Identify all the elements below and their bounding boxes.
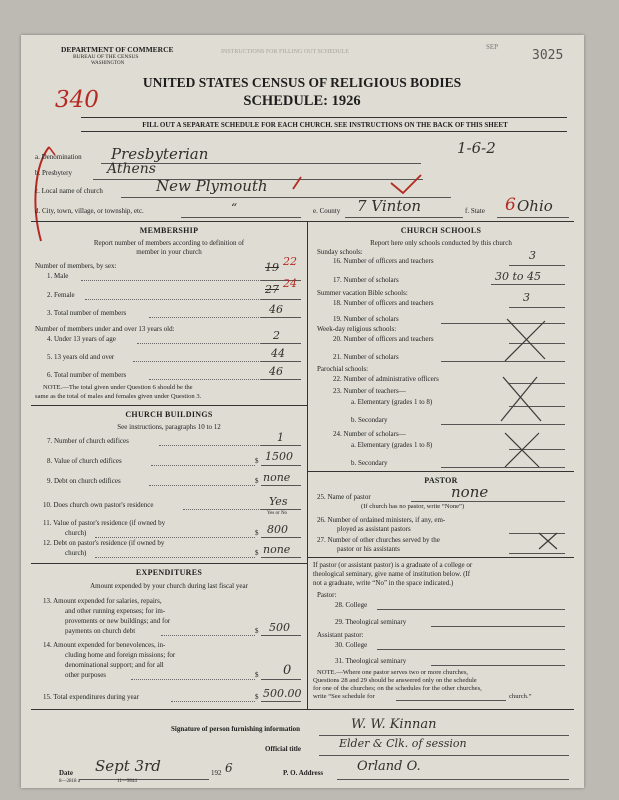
year-value: 6	[225, 761, 233, 775]
q10-value: Yes	[269, 495, 288, 508]
under-over-label: Number of members under and over 13 years old:	[35, 325, 175, 333]
q13-dots	[161, 635, 255, 636]
city-town-line	[181, 217, 301, 218]
city-town-value: “	[231, 201, 238, 215]
q4-value: 2	[273, 329, 280, 342]
buildings-bottom-rule	[31, 563, 307, 564]
q2-line	[261, 299, 301, 300]
q31-line	[431, 665, 565, 666]
q19-label: 19. Number of scholars	[333, 315, 399, 323]
state-label: f. State	[465, 207, 485, 215]
q26-label-1: 26. Number of ordained ministers, if any, em-	[317, 516, 446, 524]
q13-line	[261, 635, 301, 636]
form-code-2: 11—9844	[117, 779, 137, 784]
q26-label-2: ployed as assistant pastors	[337, 525, 411, 533]
q2-value: 24	[283, 277, 297, 290]
q14-label-1: 14. Amount expended for benevolences, in-	[43, 641, 166, 649]
column-divider	[307, 221, 308, 709]
q25-hint: (If church has no pastor, write “None”)	[361, 503, 465, 510]
q8-dots	[151, 465, 255, 466]
cross-out-mark	[501, 315, 551, 365]
graduate-instruction-1: If pastor (or assistant pastor) is a graduate of a college or	[313, 561, 473, 569]
membership-note-2: same as the total of males and females given under Question 3.	[35, 393, 202, 400]
q3-line	[261, 317, 301, 318]
q13-label-4: payments on church debt	[65, 627, 136, 635]
separate-schedule-instruction: FILL OUT A SEPARATE SCHEDULE FOR EACH CHURCH. SEE INSTRUCTIONS ON THE BACK OF THIS SHEET	[142, 121, 508, 129]
q11-line	[261, 537, 301, 538]
q10-hint: Yes or No	[267, 511, 288, 516]
q13-value: 500	[269, 621, 290, 634]
q17-line	[491, 284, 565, 285]
pastor-note-5: church.”	[509, 693, 532, 700]
q5-value: 44	[271, 347, 285, 360]
table-top-rule	[31, 221, 574, 222]
q5-dots	[133, 361, 261, 362]
q31-label: 31. Theological seminary	[335, 657, 407, 665]
q7-label: 7. Number of church edifices	[47, 437, 129, 445]
q8-line	[261, 465, 301, 466]
pastor-label: Pastor:	[317, 591, 337, 599]
red-handwritten-number: 340	[55, 87, 99, 113]
q30-label: 30. College	[335, 641, 368, 649]
q10-dots	[183, 509, 261, 510]
q11-value: 800	[267, 523, 288, 536]
official-title-line	[319, 755, 569, 756]
q24b-label: b. Secondary	[351, 459, 388, 467]
q15-line	[261, 701, 301, 702]
q27-line	[509, 553, 565, 554]
q21-label: 21. Number of scholars	[333, 353, 399, 361]
q11-label-2: church)	[65, 529, 87, 537]
denomination-label: a. Denomination	[35, 153, 82, 161]
signature-line	[319, 735, 569, 736]
schedule-title: SCHEDULE: 1926	[243, 93, 361, 109]
q13-dollar: $	[255, 627, 259, 635]
members-by-sex-label: Number of members, by sex:	[35, 262, 117, 270]
assistant-pastor-label: Assistant pastor:	[317, 631, 364, 639]
membership-heading: MEMBERSHIP	[139, 226, 199, 235]
q15-dollar: $	[255, 693, 259, 701]
q30-line	[377, 649, 565, 650]
q24-label: 24. Number of scholars—	[333, 430, 406, 438]
denomination-code: 1-6-2	[457, 139, 496, 157]
local-name-label: c. Local name of church	[35, 187, 103, 195]
form-code: 8—2818 a	[59, 779, 80, 784]
stamp-number: 3025	[532, 48, 564, 63]
weekday-schools-label: Week-day religious schools:	[317, 325, 397, 333]
q23a-label: a. Elementary (grades 1 to 8)	[351, 398, 433, 406]
q22-label: 22. Number of administrative officers	[333, 375, 439, 383]
cross-out-mark	[535, 529, 561, 553]
q25-value: none	[451, 483, 489, 501]
q6-dots	[149, 379, 261, 380]
q2-dots	[85, 299, 261, 300]
buildings-heading: CHURCH BUILDINGS	[125, 410, 213, 419]
q9-label: 9. Debt on church edifices	[47, 477, 121, 485]
pastor-grad-rule	[308, 557, 574, 558]
q6-line	[261, 379, 301, 380]
q15-label: 15. Total expenditures during year	[43, 693, 139, 701]
q3-value: 46	[269, 303, 283, 316]
q11-label-1: 11. Value of pastor's residence (if owned by	[43, 519, 166, 527]
q14-dollar: $	[255, 671, 259, 679]
q12-dollar: $	[255, 549, 259, 557]
q16-value: 3	[529, 249, 536, 262]
vacation-schools-label: Summer vacation Bible schools:	[317, 289, 408, 297]
q5-label: 5. 13 years old and over	[47, 353, 115, 361]
q15-dots	[171, 701, 255, 702]
q4-label: 4. Under 13 years of age	[47, 335, 116, 343]
q14-value: 0	[283, 663, 292, 678]
q11-dollar: $	[255, 529, 259, 537]
department-label: DEPARTMENT OF COMMERCE	[61, 45, 174, 54]
q14-label-3: denominational support; and for all	[65, 661, 164, 669]
county-line	[345, 217, 463, 218]
schools-bottom-rule	[308, 471, 574, 472]
table-bottom-rule	[31, 709, 574, 710]
q16-line	[509, 265, 565, 266]
q16-label: 16. Number of officers and teachers	[333, 257, 434, 265]
q29-line	[431, 626, 565, 627]
date-label: Date	[59, 769, 73, 777]
q12-dots	[95, 557, 255, 558]
date-value: Sept 3rd	[95, 757, 161, 775]
q17-label: 17. Number of scholars	[333, 276, 399, 284]
q3-dots	[149, 317, 261, 318]
q12-value: none	[263, 543, 291, 556]
membership-bottom-rule	[31, 405, 307, 406]
presbytery-label: b. Presbytery	[35, 169, 72, 177]
q24a-label: a. Elementary (grades 1 to 8)	[351, 441, 433, 449]
q14-label-2: cluding home and foreign missions; for	[65, 651, 176, 659]
q6-label: 6. Total number of members	[47, 371, 127, 379]
state-value: Ohio	[517, 197, 553, 215]
cross-out-mark	[499, 429, 545, 471]
header-rule-bottom	[81, 131, 567, 132]
q7-line	[261, 445, 301, 446]
date-line	[79, 779, 209, 780]
signature-label: Signature of person furnishing information	[171, 725, 300, 733]
q7-value: 1	[277, 431, 284, 444]
q14-line	[261, 679, 301, 680]
q12-label-2: church)	[65, 549, 87, 557]
q18-label: 18. Number of officers and teachers	[333, 299, 434, 307]
presbytery-value: Athens	[107, 161, 156, 177]
form-title: UNITED STATES CENSUS OF RELIGIOUS BODIES	[142, 75, 462, 90]
q4-line	[261, 343, 301, 344]
pastor-note-4: write “See schedule for	[313, 693, 375, 700]
q10-label: 10. Does church own pastor's residence	[43, 501, 154, 509]
q9-line	[261, 485, 301, 486]
q14-label-4: other purposes	[65, 671, 107, 679]
q9-value: none	[263, 471, 291, 484]
po-address-line	[337, 779, 569, 780]
schools-sub: Report here only schools conducted by this church	[370, 239, 512, 247]
date-stamp: SEP	[486, 43, 499, 51]
official-title-value: Elder & Clk. of session	[339, 737, 467, 750]
buildings-sub: See instructions, paragraphs 10 to 12	[117, 423, 221, 431]
q12-line	[261, 557, 301, 558]
q28-label: 28. College	[335, 601, 368, 609]
pastor-note-3: for one of the churches; on the schedules for the other churches,	[313, 685, 482, 692]
q15-value: 500.00	[263, 687, 302, 700]
expenditures-sub: Amount expended by your church during last fiscal year	[90, 582, 248, 590]
q3-total-label: 3. Total number of members	[47, 309, 127, 317]
q1-struck-value: 19	[265, 261, 279, 274]
pastor-note-2: Questions 28 and 29 should be answered only on the schedule	[313, 677, 477, 684]
q13-label-1: 13. Amount expended for salaries, repairs,	[43, 597, 162, 605]
pastor-note-line	[396, 700, 506, 701]
denomination-value: Presbyterian	[111, 145, 209, 163]
q9-dollar: $	[255, 477, 259, 485]
expenditures-heading: EXPENDITURES	[135, 568, 203, 577]
state-line	[497, 217, 569, 218]
q17-value: 30 to 45	[495, 270, 542, 283]
county-value: 7 Vinton	[357, 197, 422, 215]
census-schedule-page	[21, 35, 584, 788]
schools-heading: CHURCH SCHOOLS	[400, 226, 482, 235]
q13-label-2: and other running expenses; for im-	[65, 607, 166, 615]
city-label: WASHINGTON	[91, 61, 125, 66]
q9-dots	[149, 485, 255, 486]
q23b-label: b. Secondary	[351, 416, 388, 424]
graduate-instruction-3: not a graduate, write “No” in the space indicated.)	[313, 579, 454, 587]
state-red-code: 6	[505, 195, 516, 215]
pastor-heading: PASTOR	[424, 476, 458, 485]
cross-out-mark	[495, 373, 545, 425]
q20-label: 20. Number of officers and teachers	[333, 335, 434, 343]
local-name-value: New Plymouth	[156, 177, 268, 195]
header-rule-top	[81, 117, 567, 118]
membership-intro-2: member in your church	[136, 248, 202, 256]
official-title-label: Official title	[265, 745, 301, 753]
q11-dots	[95, 537, 255, 538]
city-town-label: d. City, town, village, or township, etc.	[35, 207, 144, 215]
parochial-schools-label: Parochial schools:	[317, 365, 369, 373]
q8-dollar: $	[255, 457, 259, 465]
po-address-label: P. O. Address	[283, 769, 324, 777]
bureau-label: BUREAU OF THE CENSUS	[73, 54, 139, 60]
pastor-note-1: NOTE.—Where one pastor serves two or more churches,	[317, 669, 469, 676]
q13-label-3: provements or new buildings; and for	[65, 617, 171, 625]
q18-line	[509, 307, 565, 308]
q12-label-1: 12. Debt on pastor's residence (if owned by	[43, 539, 165, 547]
q5-line	[261, 361, 301, 362]
year-prefix: 192	[211, 769, 222, 777]
bleed-through-text: INSTRUCTIONS FOR FILLING OUT SCHEDULE	[221, 49, 349, 55]
q18-value: 3	[523, 291, 530, 304]
q25-label: 25. Name of pastor	[317, 493, 371, 501]
q4-dots	[137, 343, 261, 344]
county-label: e. County	[313, 207, 341, 215]
q6-value: 46	[269, 365, 283, 378]
q2-struck-value: 27	[265, 283, 279, 296]
membership-intro-1: Report number of members according to definition of	[93, 239, 245, 247]
q8-value: 1500	[265, 450, 293, 463]
q1-value: 22	[283, 255, 297, 268]
membership-note-1: NOTE.—The total given under Question 6 should be the	[43, 384, 193, 391]
q10-line	[261, 509, 301, 510]
q14-dots	[131, 679, 255, 680]
q29-label: 29. Theological seminary	[335, 618, 407, 626]
q1-dots	[81, 280, 261, 281]
q28-line	[377, 609, 565, 610]
q27-label-2: pastor or his assistants	[337, 545, 400, 553]
q23-label: 23. Number of teachers—	[333, 387, 406, 395]
q8-label: 8. Value of church edifices	[47, 457, 122, 465]
q7-dots	[159, 445, 261, 446]
po-address-value: Orland O.	[357, 759, 421, 774]
signature-value: W. W. Kinnan	[351, 717, 437, 732]
q27-label-1: 27. Number of other churches served by the	[317, 536, 440, 544]
graduate-instruction-2: theological seminary, give name of institution below. (If	[313, 570, 471, 578]
q25-line	[411, 501, 565, 502]
q1-male-label: 1. Male	[47, 272, 69, 280]
red-checkmarks	[291, 173, 491, 195]
sunday-schools-label: Sunday schools:	[317, 248, 363, 256]
q2-female-label: 2. Female	[47, 291, 75, 299]
